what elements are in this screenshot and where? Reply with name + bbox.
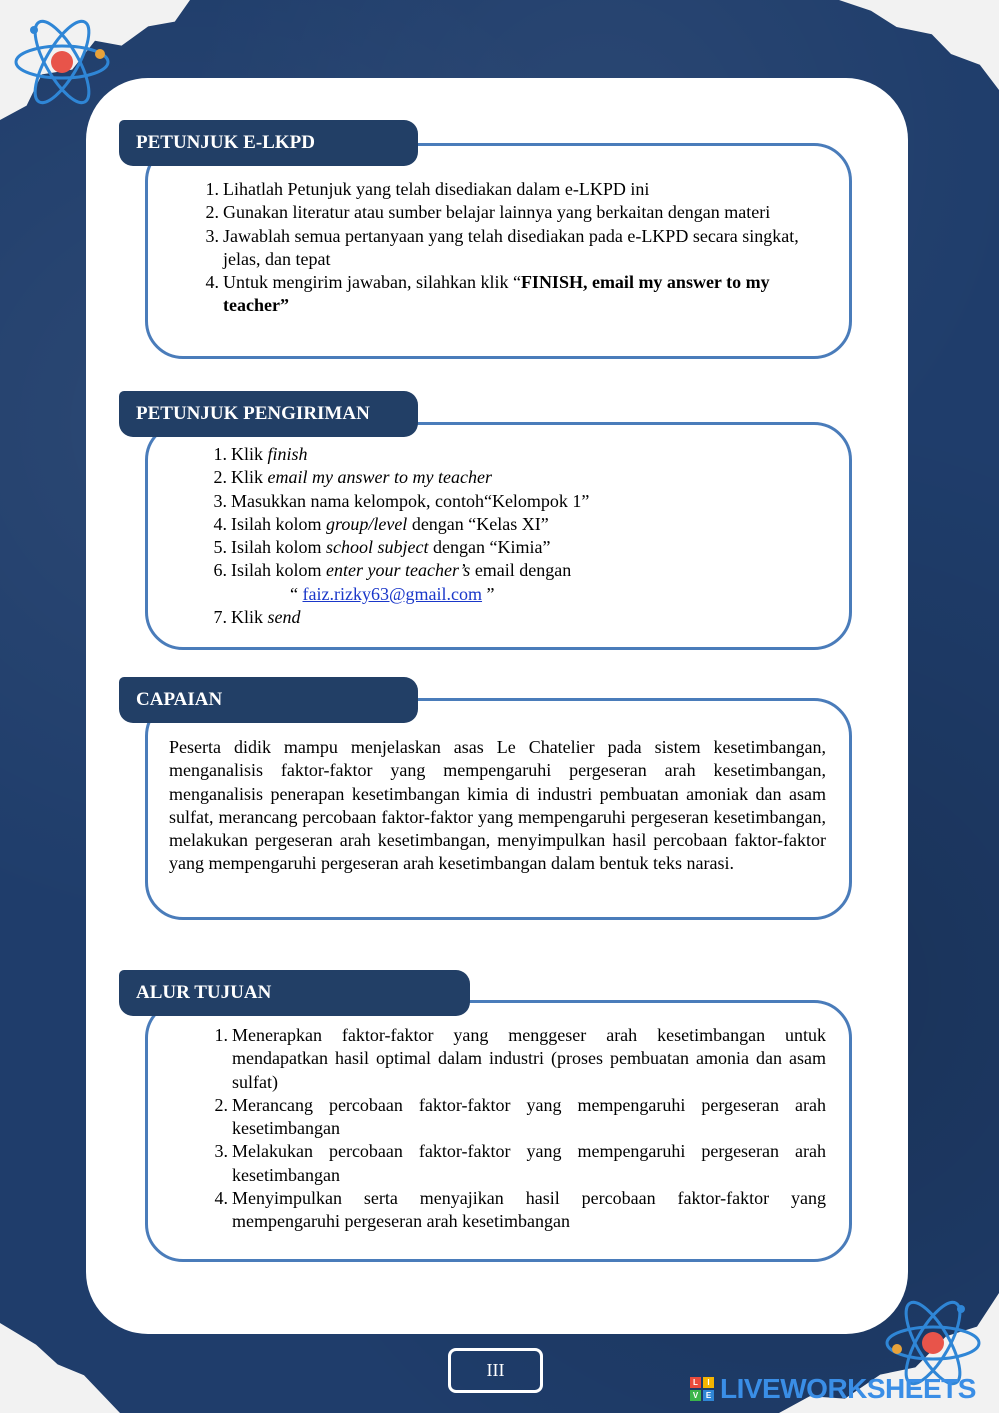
list-item: 4. Untuk mengirim jawaban, silahkan klik “FINISH, email my answer to my teacher”	[205, 272, 770, 316]
list-item: 4. Isilah kolom group/level dengan “Kelas XI”	[213, 513, 549, 534]
liveworksheets-logo	[690, 1373, 976, 1404]
page-number: III	[448, 1348, 543, 1393]
alur-tujuan-list	[214, 1024, 826, 1234]
section-title: PETUNJUK PENGIRIMAN	[119, 391, 418, 437]
torn-paper-corner	[0, 1323, 120, 1413]
list-item: 3. Masukkan nama kelompok, contoh“Kelompok 1”	[213, 490, 590, 511]
torn-paper-corner	[839, 0, 999, 90]
liveworksheets-grid-icon: L I V E	[690, 1377, 714, 1401]
list-item: 5. Isilah kolom school subject dengan “Kimia”	[213, 537, 551, 558]
list-item: 3. Melakukan percobaan faktor-faktor yang mempengaruhi pergeseran arah kesetimbangan	[214, 1141, 826, 1185]
section-title: CAPAIAN	[119, 677, 418, 723]
list-item: 3. Jawablah semua pertanyaan yang telah disediakan pada e-LKPD secara singkat, jelas, dan tepat	[205, 225, 799, 269]
list-item: 4. Menyimpulkan serta menyajikan hasil percobaan faktor-faktor yang mempengaruhi pergeseran arah kesetimbangan	[214, 1188, 826, 1232]
section-title: PETUNJUK E-LKPD	[119, 120, 418, 166]
list-item: 2. Merancang percobaan faktor-faktor yang mempengaruhi pergeseran arah kesetimbangan	[214, 1094, 826, 1139]
list-item: 2. Gunakan literatur atau sumber belajar lainnya yang berkaitan dengan materi	[205, 202, 771, 223]
list-item: 1. Lihatlah Petunjuk yang telah disediakan dalam e-LKPD ini	[205, 179, 650, 199]
teacher-email-link[interactable]: faiz.rizky63@gmail.com	[302, 583, 483, 604]
list-item: 2. Klik email my answer to my teacher	[213, 467, 492, 488]
petunjuk-elkpd-list	[205, 178, 805, 318]
list-item: 1. Menerapkan faktor-faktor yang menggeser arah kesetimbangan untuk mendapatkan hasil optimal dalam industri (proses pembuatan amonia dan asam sulfat)	[214, 1025, 826, 1092]
capaian-text: Peserta didik mampu menjelaskan asas Le Chatelier pada sistem kesetimbangan, menganalisis faktor-faktor yang mempengaruhi pergeseran arah kesetimbangan, menganalisis penerapan kesetimbangan kimia di industri pembuatan amoniak dan asam sulfat, merancang percobaan faktor-faktor yang mempengaruhi pergeseran kesetimbangan, melakukan pergeseran arah kesetimbangan, menyimpulkan hasil percobaan faktor-faktor yang mempengaruhi pergeseran arah kesetimbangan dalam bentuk teks narasi.	[169, 737, 826, 874]
petunjuk-pengiriman-list	[213, 443, 791, 629]
liveworksheets-wordmark: LIVEWORKSHEETS	[720, 1373, 976, 1404]
section-title: ALUR TUJUAN	[119, 970, 470, 1016]
atom-icon	[12, 16, 112, 108]
list-item: 7. Klik send	[213, 607, 301, 628]
list-item: 6. Isilah kolom enter your teacher’s email dengan “ faiz.rizky63@gmail.com ”	[213, 560, 572, 604]
list-item: 1. Klik finish	[213, 444, 308, 464]
